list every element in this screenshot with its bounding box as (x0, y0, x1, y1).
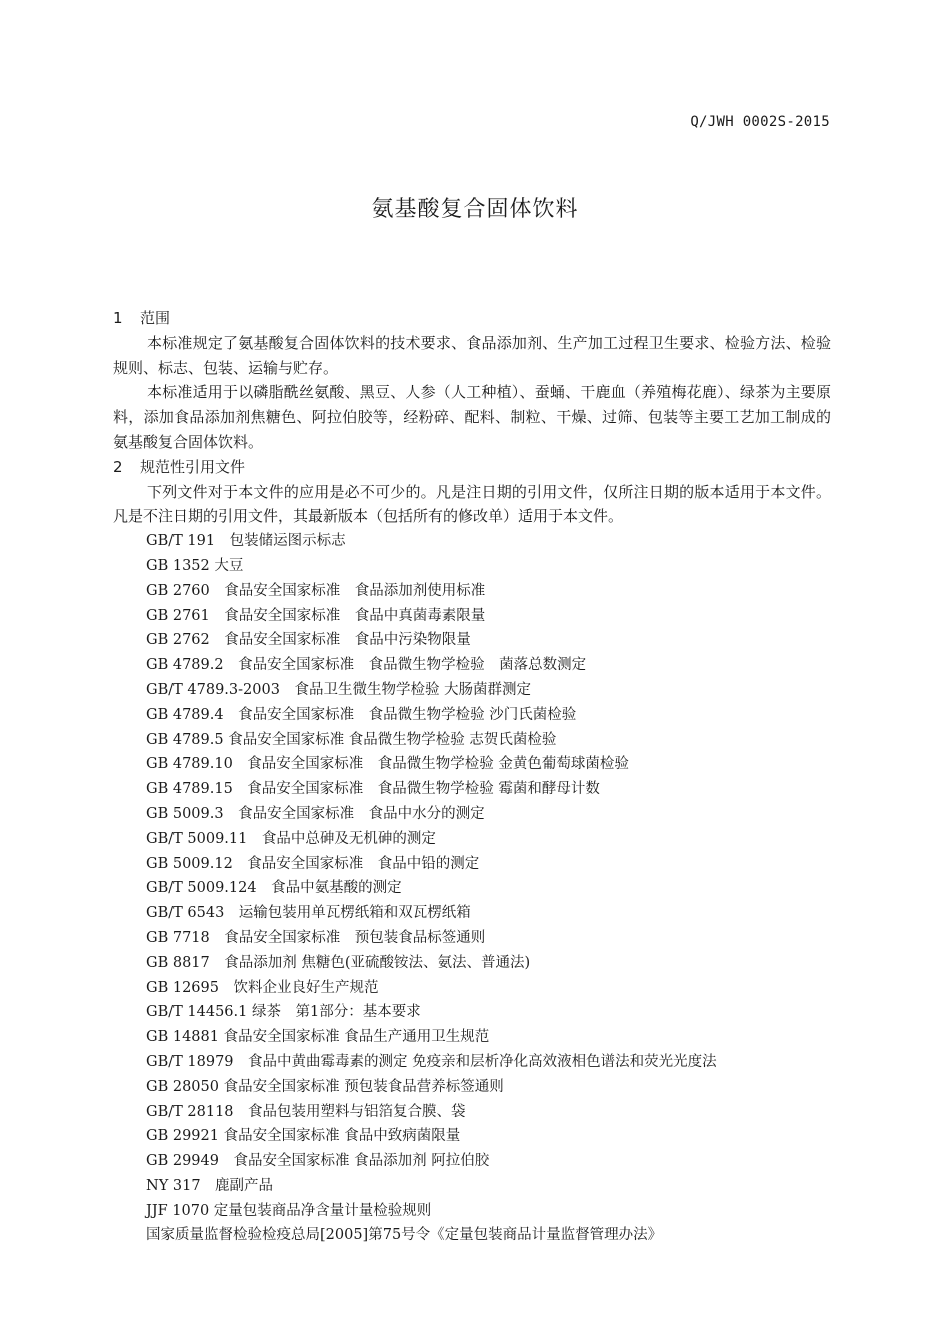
reference-item: GB/T 5009.11 食品中总砷及无机砷的测定 (146, 830, 436, 847)
reference-list (146, 529, 831, 1248)
document-code: Q/JWH 0002S-2015 (690, 114, 830, 130)
section-title: 规范性引用文件 (140, 457, 246, 476)
reference-item: GB/T 4789.3-2003 食品卫生微生物学检验 大肠菌群测定 (146, 681, 532, 698)
references-intro: 下列文件对于本文件的应用是必不可少的。凡是注日期的引用文件，仅所注日期的版本适用于本文件。凡是不注日期的引用文件，其最新版本（包括所有的修改单）适用于本文件。 (113, 482, 831, 526)
reference-item: GB/T 6543 运输包装用单瓦楞纸箱和双瓦楞纸箱 (146, 905, 471, 922)
section-heading-scope (113, 306, 831, 331)
reference-item: GB 4789.2 食品安全国家标准 食品微生物学检验 菌落总数测定 (146, 657, 587, 674)
reference-item: GB 2762 食品安全国家标准 食品中污染物限量 (146, 632, 471, 649)
reference-item: GB 29949 食品安全国家标准 食品添加剂 阿拉伯胶 (146, 1153, 490, 1170)
reference-item: GB/T 18979 食品中黄曲霉毒素的测定 免疫亲和层析净化高效液相色谱法和荧光光度法 (146, 1053, 717, 1070)
reference-item: GB 4789.5 食品安全国家标准 食品微生物学检验 志贺氏菌检验 (146, 731, 557, 748)
document-body (113, 306, 831, 1248)
reference-item: GB 29921 食品安全国家标准 食品中致病菌限量 (146, 1128, 461, 1145)
section-heading-references (113, 455, 831, 480)
reference-item: GB/T 5009.124 食品中氨基酸的测定 (146, 880, 402, 897)
reference-item: GB/T 191 包装储运图示标志 (146, 533, 346, 550)
reference-item: GB 2761 食品安全国家标准 食品中真菌毒素限量 (146, 607, 486, 624)
reference-item: GB 4789.4 食品安全国家标准 食品微生物学检验 沙门氏菌检验 (146, 706, 577, 723)
section-number: 1 (113, 309, 123, 327)
reference-item: GB 5009.3 食品安全国家标准 食品中水分的测定 (146, 805, 485, 822)
reference-item: GB 2760 食品安全国家标准 食品添加剂使用标准 (146, 582, 486, 599)
reference-item: 国家质量监督检验检疫总局[2005]第75号令《定量包装商品计量监督管理办法》 (146, 1227, 663, 1244)
reference-item: GB 7718 食品安全国家标准 预包装食品标签通则 (146, 929, 486, 946)
reference-item: GB 12695 饮料企业良好生产规范 (146, 979, 379, 996)
scope-paragraph: 本标准规定了氨基酸复合固体饮料的技术要求、食品添加剂、生产加工过程卫生要求、检验方法、检验规则、标志、包装、运输与贮存。 (113, 333, 831, 377)
reference-item: GB 14881 食品安全国家标准 食品生产通用卫生规范 (146, 1029, 490, 1046)
scope-paragraph: 本标准适用于以磷脂酰丝氨酸、黑豆、人参（人工种植）、蚕蛹、干鹿血（养殖梅花鹿）、绿茶为主要原料，添加食品添加剂焦糖色、阿拉伯胶等，经粉碎、配料、制粒、干燥、过筛、包装等主要工艺加工制成的氨基酸复合固体饮料。 (113, 383, 831, 451)
section-number: 2 (113, 457, 123, 476)
reference-item: GB 5009.12 食品安全国家标准 食品中铅的测定 (146, 855, 480, 872)
reference-item: NY 317 鹿副产品 (146, 1177, 274, 1194)
reference-item: GB/T 14456.1 绿茶 第1部分：基本要求 (146, 1004, 421, 1021)
document-title: 氨基酸复合固体饮料 (371, 197, 579, 222)
reference-item: GB 28050 食品安全国家标准 预包装食品营养标签通则 (146, 1078, 504, 1095)
section-title: 范围 (140, 309, 171, 327)
reference-item: JJF 1070 定量包装商品净含量计量检验规则 (146, 1202, 432, 1219)
reference-item: GB 1352 大豆 (146, 557, 244, 574)
reference-item: GB 8817 食品添加剂 焦糖色(亚硫酸铵法、氨法、普通法) (146, 954, 531, 971)
reference-item: GB 4789.10 食品安全国家标准 食品微生物学检验 金黄色葡萄球菌检验 (146, 756, 629, 773)
reference-item: GB/T 28118 食品包装用塑料与铝箔复合膜、袋 (146, 1103, 466, 1120)
reference-item: GB 4789.15 食品安全国家标准 食品微生物学检验 霉菌和酵母计数 (146, 781, 600, 798)
